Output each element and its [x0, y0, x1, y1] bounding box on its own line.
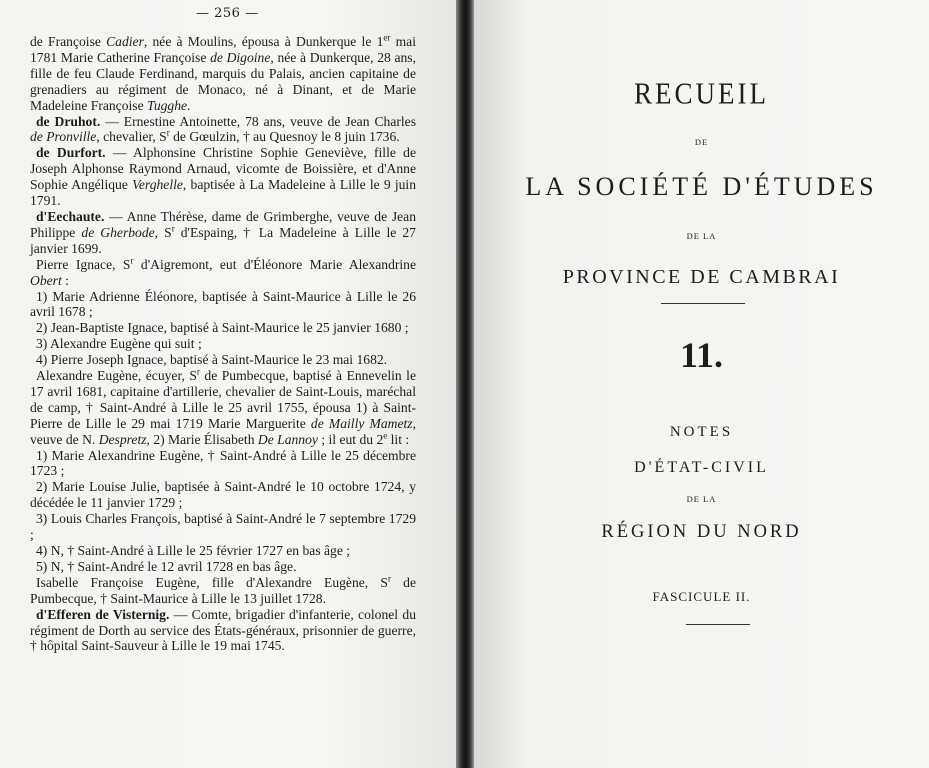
entry-druhot: de Druhot. — Ernestine Antoinette, 78 ans, veuve de Jean Charles de Pronville, chevalier, $S^r$ de Gœulzin, † au Quesnoy le 8 juin 1736. — [30, 113, 417, 145]
subtitle-notes: NOTES — [669, 424, 734, 440]
left-page — [0, 0, 458, 768]
paragraph-alexandre-eugene: Alexandre Eugène, écuyer, $S^r$ de Pumbecque, baptisé à Ennevelin le 17 avril 1681, capitaine d'artillerie, chevalier de Saint-Louis, maréchal de camp, † Saint-André à Lille le 25 avril 1755, épousa 1) à Saint-Pierre de Lille le 29 mai 1719 Marie Marguerite de Mailly Mametz, veuve de N. Despretz, 2) Marie Élisabeth De Lannoy ; il eut du 2e lit : — [30, 366, 416, 447]
child-item: 1) Marie Adrienne Éléonore, baptisée à Saint-Maurice à Lille le 26 avril 1678 ; — [30, 288, 416, 320]
right-page-title — [474, 0, 929, 768]
entry-durfort: de Durfort. — Alphonsine Christine Sophie Geneviève, fille de Joseph Alphonse Raymond Arnaud, vicomte de Boissière, et d'Anne Sophie Angélique Verghelle, baptisée à La Madeleine à Lille le 9 juin 1791. — [30, 145, 417, 209]
paragraph-pierre-ignace: Pierre Ignace, $S^r$ d'Aigremont, eut d'Éléonore Marie Alexandrine Obert : — [30, 255, 416, 288]
child-item: 3) Alexandre Eugène qui suit ; — [36, 336, 202, 352]
divider — [686, 624, 750, 625]
subtitle-de-la: DE LA — [686, 494, 717, 504]
volume-number: 11. — [679, 335, 723, 375]
entry-efferen: d'Efferen de Visternig. — Comte, brigadier d'infanterie, colonel du régiment de Dorth au service des États-généraux, prisonnier de guerre, † hôpital Saint-Sauveur à Lille le 19 mai 1745. — [30, 606, 416, 654]
subtitle-region: RÉGION DU NORD — [601, 522, 802, 542]
child-item: 3) Louis Charles François, baptisé à Saint-André le 7 septembre 1729 ; — [30, 511, 416, 543]
divider — [661, 303, 745, 304]
child-item: 2) Jean-Baptiste Ignace, baptisé à Saint-Maurice le 25 janvier 1680 ; — [36, 320, 409, 336]
title-province: PROVINCE DE CAMBRAI — [562, 266, 841, 288]
paragraph-isabelle: Isabelle Françoise Eugène, fille d'Alexandre Eugène, $S^r$ de Pumbecque, † Saint-Maurice à Lille le 13 juillet 1728. — [30, 573, 417, 606]
child-item: 4) N, † Saint-André à Lille le 25 février 1727 en bas âge ; — [36, 543, 351, 558]
title-de: DE — [694, 137, 709, 147]
subtitle-etat-civil: D'ÉTAT-CIVIL — [634, 459, 769, 476]
paragraph-cadier: de Françoise Cadier, née à Moulins, épousa à Dunkerque le 1er mai 1781 Marie Catherine Françoise de Digoine, née à Dunkerque, 28 ans, fille de feu Claude Ferdinand, marquis du Palais, ancien capitaine de grenadiers au régiment de Monaco, né à Dinant, et de Marie Madeleine Françoise Tugghe. — [30, 32, 416, 113]
child-item: 4) Pierre Joseph Ignace, baptisé à Saint-Maurice le 23 mai 1682. — [36, 352, 388, 368]
child-item: 2) Marie Louise Julie, baptisée à Saint-André le 10 octobre 1724, y décédée le 11 janvier 1729 ; — [30, 479, 416, 511]
child-item: 1) Marie Alexandrine Eugène, † Saint-André à Lille le 25 décembre 1723 ; — [30, 447, 416, 479]
page-number: — 256 — — [196, 6, 259, 21]
title-de-la: DE LA — [686, 231, 717, 241]
book-spine — [456, 0, 474, 768]
genealogy-text — [30, 34, 416, 654]
child-item: 5) N, † Saint-André le 12 avril 1728 en bas âge. — [36, 558, 297, 574]
fascicule-label: FASCICULE II. — [652, 589, 751, 604]
title-recueil: RECUEIL — [634, 75, 769, 111]
entry-eechaute: d'Eechaute. — Anne Thérèse, dame de Grimberghe, veuve de Jean Philippe de Gherbode, $S^r$ d'Espaing, † La Madeleine à Lille le 27 janvier 1699. — [30, 208, 416, 256]
title-society: LA SOCIÉTÉ D'ÉTUDES — [525, 172, 878, 201]
